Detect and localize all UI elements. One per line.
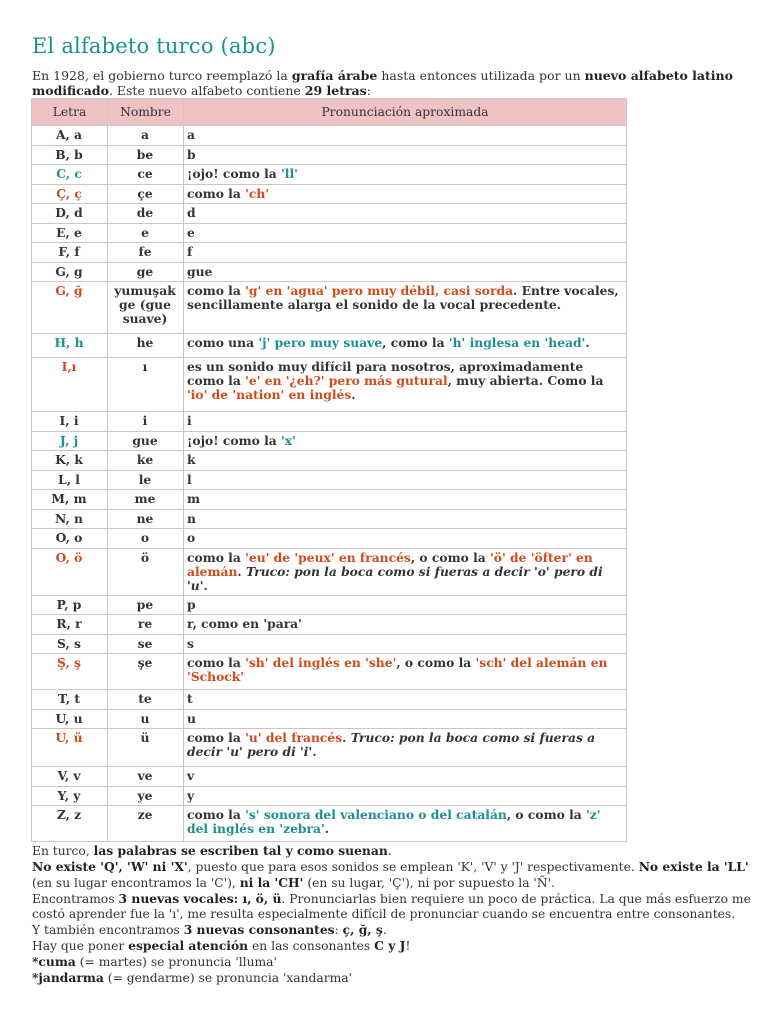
letter-cell: Z, z: [32, 806, 108, 842]
name-cell: yumuşak ge (gue suave): [108, 282, 184, 334]
table-row: [32, 165, 627, 185]
table-body: [32, 126, 627, 842]
letter-cell: C, c: [32, 165, 108, 185]
outro-line: [32, 859, 752, 891]
pronunciation-segment: .: [237, 563, 246, 579]
name-cell: be: [108, 145, 184, 165]
outro-bold: C y J: [374, 938, 406, 953]
pronunciation-segment: como la: [187, 730, 246, 745]
pronunciation-segment: 'ch': [245, 185, 270, 201]
outro-text: . Pronunciarlas bien requiere un poco de práctica. La que más esfuerzo me costó aprender fue la 'ı', me resulta especialmente difícil de pronunciar cuando se encuentra entre consonantes.: [32, 892, 751, 921]
table-row: [32, 262, 627, 282]
outro-text: Hay que poner: [32, 939, 129, 953]
letter-cell: V, v: [32, 767, 108, 787]
letter-cell: O, o: [32, 529, 108, 549]
letter-cell: R, r: [32, 615, 108, 635]
name-cell: le: [108, 470, 184, 490]
outro-text: !: [405, 939, 411, 953]
outro-text: .: [382, 923, 387, 937]
header-pronunciacion: Pronunciación aproximada: [184, 99, 627, 126]
outro-text: (en su lugar, 'Ç'), ni por supuesto la 'Ñ'.: [303, 876, 555, 890]
pronunciation-segment: como una: [187, 335, 259, 350]
pronunciation-segment: , o como la: [396, 655, 476, 670]
table-row: [32, 358, 627, 412]
pronunciation-cell: [184, 509, 627, 529]
outro-bold: No existe 'Q', 'W' ni 'X': [32, 859, 188, 874]
pronunciation-segment: como la: [187, 807, 246, 822]
pronunciation-segment: f: [187, 244, 193, 259]
table-row: [32, 334, 627, 358]
pronunciation-cell: [184, 451, 627, 471]
name-cell: fe: [108, 243, 184, 263]
table-row: [32, 767, 627, 787]
pronunciation-segment: Truco: pon la boca como si fueras a decir 'o' pero di 'u': [187, 563, 603, 593]
header-nombre: Nombre: [108, 99, 184, 126]
letter-cell: F, f: [32, 243, 108, 263]
letter-cell: G, g: [32, 262, 108, 282]
pronunciation-segment: 'sch' del alemán en 'Schock': [187, 655, 608, 684]
pronunciation-segment: 'z' del inglés en 'zebra': [187, 807, 601, 836]
outro-bold: *jandarma: [32, 970, 104, 985]
letter-cell: H, h: [32, 334, 108, 358]
outro-text: (= martes) se pronuncia 'lluma': [75, 955, 277, 969]
pronunciation-segment: es un sonido muy difícil para nosotros, aproximadamente como la: [187, 359, 584, 388]
name-cell: ne: [108, 509, 184, 529]
pronunciation-cell: [184, 634, 627, 654]
pronunciation-segment: .: [312, 744, 317, 759]
pronunciation-segment: como la: [187, 655, 246, 670]
name-cell: me: [108, 490, 184, 510]
pronunciation-segment: 'h' inglesa en 'head': [448, 335, 586, 350]
table-row: [32, 451, 627, 471]
letter-cell: Ş, ş: [32, 654, 108, 690]
name-cell: ce: [108, 165, 184, 185]
letter-cell: E, e: [32, 223, 108, 243]
header-letra: Letra: [32, 99, 108, 126]
outro-text: en las consonantes: [248, 939, 375, 953]
pronunciation-cell: [184, 806, 627, 842]
table-row: [32, 145, 627, 165]
name-cell: ge: [108, 262, 184, 282]
table-row: [32, 184, 627, 204]
pronunciation-segment: 'sh' del inglés en 'she': [245, 655, 397, 670]
pronunciation-segment: .: [585, 335, 590, 350]
pronunciation-segment: , como la: [382, 335, 449, 350]
table-row: [32, 615, 627, 635]
pronunciation-cell: [184, 470, 627, 490]
pronunciation-segment: 'j' pero muy suave: [258, 335, 383, 350]
pronunciation-segment: .: [203, 577, 208, 593]
name-cell: ı: [108, 358, 184, 412]
pronunciation-segment: t: [187, 691, 193, 706]
pronunciation-cell: [184, 709, 627, 729]
pronunciation-cell: [184, 165, 627, 185]
pronunciation-segment: p: [187, 596, 196, 612]
intro-text: . Este nuevo alfabeto contiene: [108, 83, 305, 98]
pronunciation-segment: 'u' del francés: [245, 730, 343, 745]
pronunciation-segment: 'g' en 'agua' pero muy débil, casi sorda: [245, 283, 514, 298]
name-cell: pe: [108, 595, 184, 615]
outro-bold: las palabras se escriben tal y como suenan: [93, 843, 388, 858]
pronunciation-cell: [184, 282, 627, 334]
pronunciation-segment: ¡ojo! como la: [187, 166, 282, 181]
letter-cell: I,ı: [32, 358, 108, 412]
pronunciation-segment: .: [324, 821, 329, 836]
name-cell: ze: [108, 806, 184, 842]
pronunciation-cell: [184, 690, 627, 710]
outro-text: En turco,: [32, 844, 94, 858]
table-row: [32, 548, 627, 595]
letter-cell: L, l: [32, 470, 108, 490]
outro-bold: *cuma: [32, 954, 76, 969]
outro-line: [32, 922, 752, 938]
table-row: [32, 690, 627, 710]
letter-cell: D, d: [32, 204, 108, 224]
intro-bold: grafía árabe: [291, 68, 378, 83]
letter-cell: P, p: [32, 595, 108, 615]
table-row: [32, 654, 627, 690]
outro-line: [32, 954, 752, 970]
pronunciation-segment: b: [187, 146, 196, 162]
outro-text: .: [387, 844, 392, 858]
letter-cell: B, b: [32, 145, 108, 165]
pronunciation-segment: v: [187, 768, 195, 783]
outro-text: Y también encontramos: [32, 923, 184, 937]
outro-line: [32, 891, 752, 922]
pronunciation-segment: 's' sonora del valenciano o del catalán: [245, 807, 507, 822]
pronunciation-segment: e: [187, 224, 195, 240]
outro-bold: especial atención: [128, 938, 249, 953]
pronunciation-cell: [184, 595, 627, 615]
table-row: [32, 431, 627, 451]
letter-cell: U, u: [32, 709, 108, 729]
table-row: [32, 709, 627, 729]
outro-bold: No existe la 'LL': [638, 859, 749, 874]
table-header-row: [32, 99, 627, 126]
pronunciation-cell: [184, 786, 627, 806]
pronunciation-segment: d: [187, 205, 196, 220]
pronunciation-segment: r, como en 'para': [187, 616, 302, 631]
table-row: [32, 470, 627, 490]
name-cell: he: [108, 334, 184, 358]
pronunciation-cell: [184, 184, 627, 204]
pronunciation-cell: [184, 243, 627, 263]
table-row: [32, 595, 627, 615]
intro-paragraph: [32, 68, 752, 98]
pronunciation-cell: [184, 223, 627, 243]
pronunciation-cell: [184, 431, 627, 451]
page-title: El alfabeto turco (abc): [32, 34, 276, 58]
pronunciation-segment: 'ö' de 'öfter' en alemán: [187, 549, 593, 579]
outro-line: [32, 938, 752, 954]
name-cell: şe: [108, 654, 184, 690]
table-row: [32, 282, 627, 334]
name-cell: i: [108, 412, 184, 432]
pronunciation-segment: como la: [187, 549, 246, 565]
pronunciation-segment: 'll': [281, 166, 298, 181]
intro-text: :: [366, 83, 371, 98]
table-row: [32, 223, 627, 243]
pronunciation-cell: [184, 126, 627, 146]
intro-text: hasta entonces utilizada por un: [377, 68, 585, 83]
pronunciation-segment: . Entre vocales, sencillamente alarga el sonido de la vocal precedente.: [187, 283, 619, 312]
pronunciation-cell: [184, 529, 627, 549]
letter-cell: S, s: [32, 634, 108, 654]
alphabet-table: [31, 98, 627, 842]
table-row: [32, 243, 627, 263]
pronunciation-segment: u: [187, 710, 196, 726]
table-row: [32, 412, 627, 432]
table-row: [32, 729, 627, 767]
pronunciation-segment: gue: [187, 263, 213, 279]
pronunciation-segment: k: [187, 452, 196, 467]
table-row: [32, 509, 627, 529]
pronunciation-segment: como la: [187, 185, 246, 201]
letter-cell: N, n: [32, 509, 108, 529]
outro-text: :: [334, 923, 343, 937]
outro-bold: ni la 'CH': [239, 875, 304, 890]
intro-bold: nuevo alfabeto latino modificado: [32, 68, 733, 98]
pronunciation-segment: n: [187, 510, 196, 526]
pronunciation-segment: 'eu' de 'peux' en francés: [245, 549, 411, 565]
pronunciation-segment: 'x': [281, 432, 296, 448]
letter-cell: G, ğ: [32, 282, 108, 334]
pronunciation-segment: , muy abierta. Como la: [447, 373, 604, 388]
pronunciation-cell: [184, 262, 627, 282]
table-row: [32, 529, 627, 549]
pronunciation-cell: [184, 548, 627, 595]
outro-text: , puesto que para esos sonidos se emplean 'K', 'V' y 'J' respectivamente.: [187, 860, 639, 874]
pronunciation-segment: 'io' de 'nation' en inglés: [187, 387, 352, 402]
name-cell: ö: [108, 548, 184, 595]
pronunciation-segment: .: [351, 387, 356, 402]
outro-notes: [32, 843, 752, 986]
intro-bold: 29 letras: [304, 83, 367, 98]
letter-cell: K, k: [32, 451, 108, 471]
pronunciation-cell: [184, 490, 627, 510]
name-cell: o: [108, 529, 184, 549]
name-cell: re: [108, 615, 184, 635]
pronunciation-segment: s: [187, 635, 194, 651]
table-row: [32, 806, 627, 842]
table-row: [32, 204, 627, 224]
letter-cell: U, ü: [32, 729, 108, 767]
outro-text: Encontramos: [32, 892, 119, 906]
pronunciation-cell: [184, 615, 627, 635]
letter-cell: O, ö: [32, 548, 108, 595]
pronunciation-cell: [184, 767, 627, 787]
pronunciation-segment: , o como la: [410, 549, 491, 565]
table-row: [32, 634, 627, 654]
table-row: [32, 786, 627, 806]
pronunciation-cell: [184, 334, 627, 358]
pronunciation-segment: y: [187, 787, 195, 803]
name-cell: u: [108, 709, 184, 729]
pronunciation-cell: [184, 204, 627, 224]
name-cell: a: [108, 126, 184, 146]
pronunciation-cell: [184, 358, 627, 412]
name-cell: e: [108, 223, 184, 243]
pronunciation-segment: , o como la: [506, 807, 587, 822]
table-row: [32, 490, 627, 510]
pronunciation-segment: a: [187, 127, 195, 142]
pronunciation-segment: m: [187, 491, 201, 506]
pronunciation-cell: [184, 729, 627, 767]
intro-text: En 1928, el gobierno turco reemplazó la: [32, 68, 292, 83]
letter-cell: J, j: [32, 431, 108, 451]
name-cell: ye: [108, 786, 184, 806]
letter-cell: Ç, ç: [32, 184, 108, 204]
name-cell: gue: [108, 431, 184, 451]
letter-cell: M, m: [32, 490, 108, 510]
pronunciation-segment: como la: [187, 283, 246, 298]
letter-cell: Y, y: [32, 786, 108, 806]
letter-cell: T, t: [32, 690, 108, 710]
name-cell: çe: [108, 184, 184, 204]
outro-bold: 3 nuevas vocales: ı, ö, ü: [118, 891, 282, 906]
name-cell: ü: [108, 729, 184, 767]
name-cell: se: [108, 634, 184, 654]
pronunciation-segment: Truco: pon la boca como si fueras a decir 'u' pero di 'i': [187, 730, 596, 759]
outro-text: (= gendarme) se pronuncia 'xandarma': [103, 971, 353, 985]
outro-bold: ç, ğ, ş: [342, 922, 383, 937]
outro-text: (en su lugar encontramos la 'C'),: [32, 876, 240, 890]
pronunciation-segment: 'e' en '¿eh?' pero más gutural: [245, 373, 448, 388]
outro-line: [32, 843, 752, 859]
pronunciation-segment: l: [187, 471, 192, 487]
name-cell: de: [108, 204, 184, 224]
letter-cell: A, a: [32, 126, 108, 146]
outro-line: [32, 970, 752, 986]
name-cell: ve: [108, 767, 184, 787]
pronunciation-segment: .: [342, 730, 351, 745]
pronunciation-cell: [184, 145, 627, 165]
name-cell: te: [108, 690, 184, 710]
pronunciation-segment: i: [187, 413, 192, 428]
pronunciation-cell: [184, 412, 627, 432]
table-row: [32, 126, 627, 146]
outro-bold: 3 nuevas consonantes: [183, 922, 335, 937]
pronunciation-segment: ¡ojo! como la: [187, 432, 282, 448]
pronunciation-cell: [184, 654, 627, 690]
pronunciation-segment: o: [187, 530, 196, 545]
letter-cell: I, i: [32, 412, 108, 432]
name-cell: ke: [108, 451, 184, 471]
